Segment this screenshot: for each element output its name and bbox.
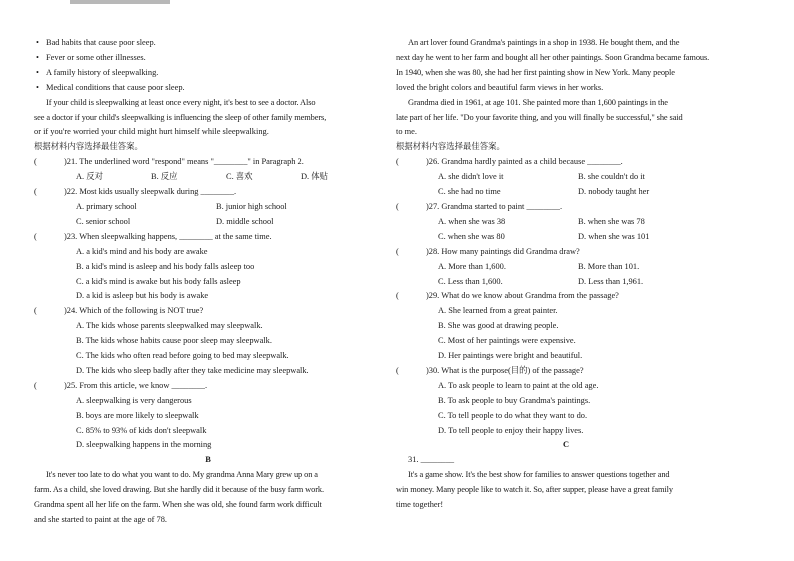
option-c[interactable]: C. Most of her paintings were expensive. <box>438 336 576 346</box>
passage-line: loved the bright colors and beautiful farm views in her works. <box>396 82 604 92</box>
options-row <box>34 170 382 185</box>
question-stem: )24. Which of the following is NOT true? <box>64 306 204 316</box>
right-column <box>396 36 736 513</box>
answer-bracket[interactable]: ( <box>396 201 399 211</box>
option-d[interactable]: D. 体贴 <box>301 172 328 182</box>
option-d[interactable]: D. sleepwalking happens in the morning <box>76 440 212 450</box>
question-stem: )22. Most kids usually sleepwalk during ________. <box>64 187 237 197</box>
passage-line: It's never too late to do what you want to do. My grandma Anna Mary grew up on a <box>46 470 318 480</box>
option-c[interactable]: C. The kids who often read before going to bed may sleepwalk. <box>76 351 289 361</box>
question-31[interactable]: 31. ________ <box>408 455 455 465</box>
option-b[interactable]: B. junior high school <box>216 201 287 211</box>
option-c[interactable]: C. a kid's mind is awake but his body falls asleep <box>76 276 241 286</box>
passage-line: In 1940, when she was 80, she had her first painting show in New York. Many people <box>396 67 675 77</box>
option-b[interactable]: B. a kid's mind is asleep and his body falls asleep too <box>76 261 255 271</box>
passage-line: Grandma spent all her life on the farm. When she was old, she found farm work difficult <box>34 500 322 510</box>
passage-line: Grandma died in 1961, at age 101. She painted more than 1,600 paintings in the <box>408 97 668 107</box>
advice-line: If your child is sleepwalking at least once every night, it's best to see a doctor. Also <box>46 97 316 107</box>
option-c[interactable]: C. Less than 1,600. <box>438 276 503 286</box>
option-b[interactable]: B. More than 101. <box>578 261 640 271</box>
instruction-text: 根据材料内容选择最佳答案。 <box>34 142 143 152</box>
question-26 <box>396 155 736 170</box>
option-b[interactable]: B. boys are more likely to sleepwalk <box>76 410 199 420</box>
option-a[interactable]: A. a kid's mind and his body are awake <box>76 246 208 256</box>
instruction-text: 根据材料内容选择最佳答案。 <box>396 142 505 152</box>
option-b[interactable]: B. She was good at drawing people. <box>438 321 559 331</box>
option-a[interactable]: A. More than 1,600. <box>438 261 506 271</box>
option-c[interactable]: C. senior school <box>76 216 131 226</box>
option-c[interactable]: C. she had no time <box>438 187 501 197</box>
option-a[interactable]: A. She learned from a great painter. <box>438 306 558 316</box>
question-28 <box>396 245 736 260</box>
question-29 <box>396 289 736 304</box>
options-row <box>396 215 736 230</box>
option-d[interactable]: D. To tell people to enjoy their happy lives. <box>438 425 584 435</box>
option-a[interactable]: A. primary school <box>76 201 137 211</box>
option-b[interactable]: B. The kids whose habits cause poor sleep may sleepwalk. <box>76 336 272 346</box>
bullet-item: • Fever or some other illnesses. <box>34 51 382 66</box>
answer-bracket[interactable]: ( <box>396 291 399 301</box>
option-d[interactable]: D. middle school <box>216 216 274 226</box>
passage-line: It's a game show. It's the best show for families to answer questions together and <box>408 470 670 480</box>
question-stem: )23. When sleepwalking happens, ________ at the same time. <box>64 231 272 241</box>
options-row <box>396 275 736 290</box>
passage-line: late part of her life. "Do your favorite thing, and you will finally be successful," she said <box>396 112 683 122</box>
option-b[interactable]: B. she couldn't do it <box>578 172 645 182</box>
option-d[interactable]: D. Her paintings were bright and beautiful. <box>438 351 583 361</box>
answer-bracket[interactable]: ( <box>34 187 37 197</box>
options-row <box>396 170 736 185</box>
option-d[interactable]: D. when she was 101 <box>578 231 650 241</box>
option-c[interactable]: C. when she was 80 <box>438 231 505 241</box>
question-24 <box>34 304 382 319</box>
passage-line: time together! <box>396 500 444 510</box>
question-stem: )28. How many paintings did Grandma draw? <box>426 246 580 256</box>
question-stem: )30. What is the purpose(目的) of the passage? <box>426 365 584 375</box>
question-stem: )21. The underlined word "respond" means "________" in Paragraph 2. <box>64 157 304 167</box>
bullet-icon: • <box>36 52 39 62</box>
question-stem: )29. What do we know about Grandma from the passage? <box>426 291 619 301</box>
question-stem: )26. Grandma hardly painted as a child because ________. <box>426 157 623 167</box>
options-row <box>396 185 736 200</box>
bullet-icon: • <box>36 67 39 77</box>
answer-bracket[interactable]: ( <box>34 157 37 167</box>
answer-bracket[interactable]: ( <box>396 365 399 375</box>
option-c[interactable]: C. 85% to 93% of kids don't sleepwalk <box>76 425 207 435</box>
passage-line: win money. Many people like to watch it. So, after supper, please have a great family <box>396 485 673 495</box>
option-c[interactable]: C. To tell people to do what they want to do. <box>438 410 588 420</box>
advice-line: or if you're worried your child might hurt himself while sleepwalking. <box>34 127 269 137</box>
passage-line: and she started to paint at the age of 78. <box>34 515 168 524</box>
section-heading-b: B <box>205 455 211 465</box>
option-b[interactable]: B. 反应 <box>151 172 178 182</box>
question-23 <box>34 230 382 245</box>
answer-bracket[interactable]: ( <box>34 380 37 390</box>
question-stem: )27. Grandma started to paint ________. <box>426 201 563 211</box>
option-d[interactable]: D. The kids who sleep badly after they take medicine may sleepwalk. <box>76 365 309 375</box>
bullet-icon: • <box>36 82 39 92</box>
question-21 <box>34 155 382 170</box>
answer-bracket[interactable]: ( <box>396 157 399 167</box>
passage-line: farm. As a child, she loved drawing. But she hardly did it because of the busy farm work. <box>34 485 324 495</box>
scan-mark <box>70 0 170 4</box>
left-column <box>34 36 382 528</box>
question-25 <box>34 379 382 394</box>
option-d[interactable]: D. a kid is asleep but his body is awake <box>76 291 209 301</box>
passage-line: to me. <box>396 127 417 137</box>
option-d[interactable]: D. nobody taught her <box>578 187 650 197</box>
answer-bracket[interactable]: ( <box>34 306 37 316</box>
bullet-item: • Bad habits that cause poor sleep. <box>34 36 382 51</box>
passage-line: An art lover found Grandma's paintings in a shop in 1938. He bought them, and the <box>408 38 680 47</box>
bullet-item: • Medical conditions that cause poor sleep. <box>34 81 382 96</box>
option-a[interactable]: A. she didn't love it <box>438 172 504 182</box>
question-27 <box>396 200 736 215</box>
question-22 <box>34 185 382 200</box>
bullet-item: • A family history of sleepwalking. <box>34 66 382 81</box>
section-heading-c: C <box>562 440 570 450</box>
option-a[interactable]: A. when she was 38 <box>438 216 506 226</box>
answer-bracket[interactable]: ( <box>34 231 37 241</box>
option-d[interactable]: D. Less than 1,961. <box>578 276 644 286</box>
option-b[interactable]: B. when she was 78 <box>578 216 645 226</box>
question-stem: )25. From this article, we know ________. <box>64 380 208 390</box>
advice-line: see a doctor if your child's sleepwalking is influencing the sleep of other family members, <box>34 112 327 122</box>
question-30 <box>396 364 736 379</box>
answer-bracket[interactable]: ( <box>396 246 399 256</box>
options-row <box>396 230 736 245</box>
option-b[interactable]: B. To ask people to buy Grandma's paintings. <box>438 395 591 405</box>
option-a[interactable]: A. To ask people to learn to paint at the old age. <box>438 380 599 390</box>
option-a[interactable]: A. The kids whose parents sleepwalked may sleepwalk. <box>76 321 263 331</box>
option-a[interactable]: A. sleepwalking is very dangerous <box>76 395 192 405</box>
options-row <box>34 200 382 215</box>
options-row <box>396 260 736 275</box>
option-c[interactable]: C. 喜欢 <box>226 172 253 182</box>
options-row <box>34 215 382 230</box>
option-a[interactable]: A. 反对 <box>76 172 103 182</box>
passage-line: next day he went to her farm and bought all her other paintings. Soon Grandma became famous. <box>396 52 710 62</box>
bullet-icon: • <box>36 38 39 47</box>
